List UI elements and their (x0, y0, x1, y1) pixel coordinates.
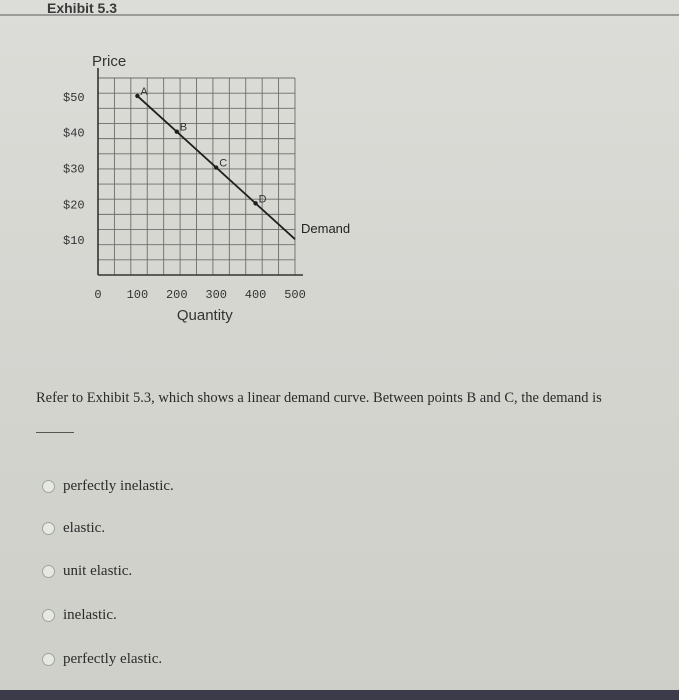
option-unit-elastic[interactable] (42, 563, 132, 580)
x-tick-label: 500 (284, 288, 306, 302)
x-tick-label: 300 (205, 288, 228, 302)
option-label: elastic. (63, 520, 106, 536)
y-tick-label: $20 (63, 198, 85, 213)
option-inelastic[interactable] (42, 607, 117, 624)
x-tick-label: 400 (244, 288, 267, 302)
x-tick-label: 100 (126, 288, 149, 302)
option-label: inelastic. (63, 607, 117, 623)
answer-blank (36, 432, 74, 433)
radio-icon[interactable] (42, 522, 55, 535)
option-perfectly-elastic[interactable] (42, 651, 162, 668)
x-tick-label: 0 (94, 288, 102, 302)
y-tick-label: $10 (63, 234, 85, 249)
x-tick-label: 200 (165, 288, 188, 302)
point-marker (175, 130, 179, 134)
x-axis-label: Quantity (176, 307, 233, 324)
point-marker (214, 165, 218, 169)
point-label: D (258, 193, 267, 206)
radio-icon[interactable] (42, 480, 55, 493)
option-elastic[interactable] (42, 520, 105, 537)
option-label: perfectly inelastic. (63, 478, 174, 494)
point-marker (135, 94, 139, 98)
y-tick-label: $30 (63, 162, 85, 177)
point-marker (253, 201, 257, 205)
point-label: A (140, 85, 148, 98)
series-label: Demand (301, 221, 351, 237)
exhibit-title: Exhibit 5.3 (47, 0, 118, 16)
radio-icon[interactable] (42, 653, 55, 666)
radio-icon[interactable] (42, 565, 55, 578)
radio-icon[interactable] (42, 609, 55, 622)
point-label: B (179, 121, 188, 134)
point-label: C (219, 157, 228, 170)
question-text: Refer to Exhibit 5.3, which shows a linear demand curve. Between points B and C, the demand is (36, 390, 602, 406)
y-tick-label: $50 (63, 90, 85, 105)
y-tick-label: $40 (63, 126, 85, 141)
option-label: unit elastic. (63, 563, 133, 579)
option-perfectly-inelastic[interactable] (42, 478, 174, 495)
bottom-bar (0, 690, 679, 700)
option-label: perfectly elastic. (63, 651, 163, 667)
y-axis-label: Price (92, 53, 127, 70)
